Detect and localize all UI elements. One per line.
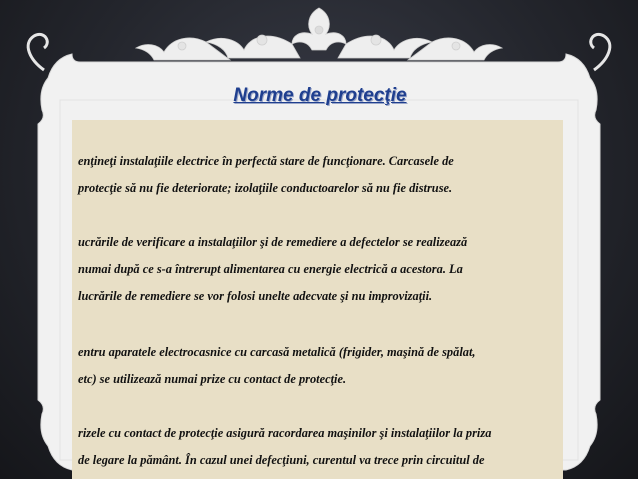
paragraph-line: enţineţi instalaţiile electrice în perfectă stare de funcţionare. Carcasele de — [78, 154, 454, 168]
content-panel — [72, 120, 563, 479]
paragraph-1 — [78, 148, 559, 202]
paragraph-line: entru aparatele electrocasnice cu carcasă metalică (frigider, maşină de spălat, — [78, 345, 476, 359]
paragraph-2 — [78, 229, 559, 310]
paragraph-line: etc) se utilizează numai prize cu contact de protecţie. — [78, 372, 347, 386]
paragraph-line: de legare la pământ. În cazul unei defecţiuni, curentul va trece prin circuitul de — [78, 453, 485, 467]
paragraph-line: ucrările de verificare a instalaţiilor şi de remediere a defectelor se realizează — [78, 235, 468, 249]
paragraph-line: lucrările de remediere se vor folosi unelte adecvate şi nu improvizaţii. — [78, 289, 433, 303]
paragraph-3 — [78, 339, 559, 393]
paragraph-line: numai după ce s-a întrerupt alimentarea cu energie electrică a acestora. La — [78, 262, 463, 276]
top-ornament — [136, 8, 502, 60]
paragraph-4 — [78, 420, 559, 474]
slide-title: Norme de protecţie — [233, 85, 407, 106]
paragraph-line: rizele cu contact de protecţie asigură racordarea maşinilor şi instalaţiilor la priza — [78, 426, 492, 440]
paragraph-line: protecţie să nu fie deteriorate; izolaţiile conductoarelor să nu fie distruse. — [78, 181, 453, 195]
